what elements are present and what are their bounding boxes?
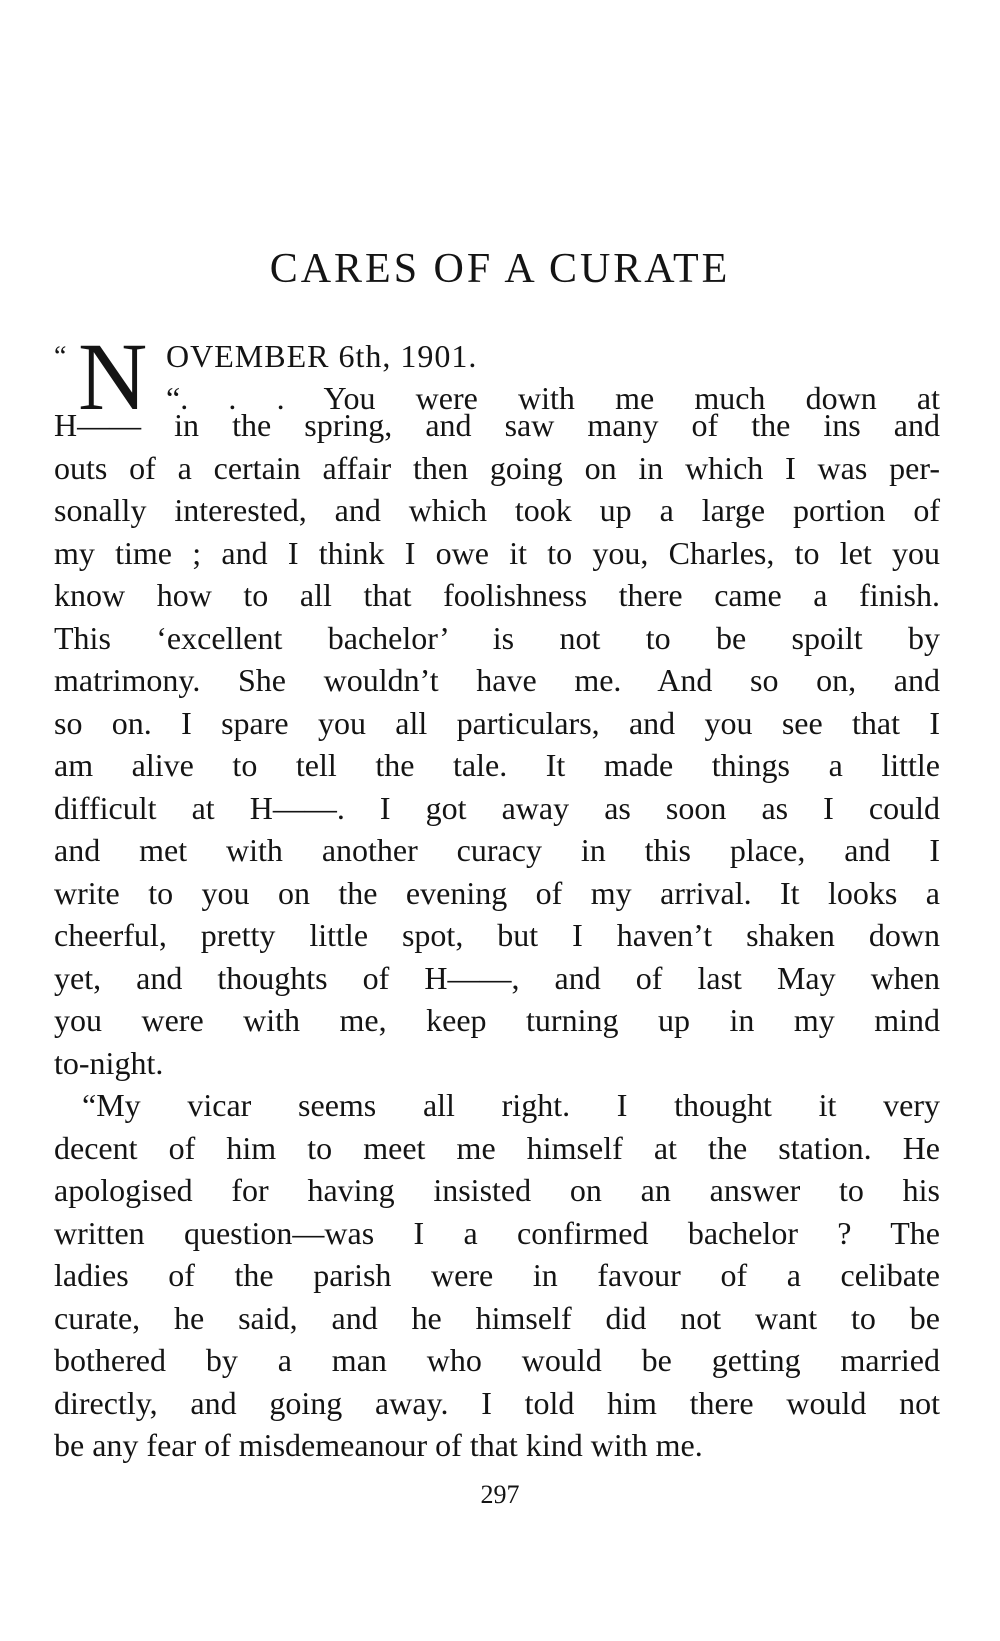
drop-cap-letter: N [78, 323, 148, 430]
text-line: yet, and thoughts of H——, and of last May when [54, 959, 940, 996]
text-line: decent of him to meet me himself at the station. He [54, 1129, 940, 1166]
text-line: know how to all that foolishness there came a finish. [54, 577, 940, 613]
opening-quote-mark: “ [54, 341, 67, 372]
body-text [54, 404, 940, 1467]
text-line: cheerful, pretty little spot, but I haven’t shaken down [54, 917, 940, 953]
text-line: curate, he said, and he himself did not want to be [54, 1299, 940, 1336]
text-line: written question—was I a confirmed bachelor ? The [54, 1214, 940, 1251]
date-heading-line: OVEMBER 6th, 1901. [166, 338, 478, 374]
text-line: you were with me, keep turning up in my mind [54, 1002, 940, 1038]
text-line: matrimony. She wouldn’t have me. And so on, and [54, 662, 940, 698]
text-line: be any fear of misdemeanour of that kind with me. [54, 1427, 703, 1463]
text-line: sonally interested, and which took up a large portion of [54, 492, 940, 528]
text-line: write to you on the evening of my arrival. It looks a [54, 874, 940, 911]
opening-second-line: “. . . You were with me much down at [166, 380, 940, 416]
text-line: my time ; and I think I owe it to you, Charles, to let you [54, 534, 940, 571]
text-line: “My vicar seems all right. I thought it very [82, 1087, 940, 1123]
text-line: and met with another curacy in this place, and I [54, 832, 940, 868]
text-line: to-night. [54, 1044, 164, 1081]
text-line: H—— in the spring, and saw many of the ins and [54, 407, 940, 443]
text-line: apologised for having insisted on an answer to his [54, 1172, 940, 1208]
text-line: ladies of the parish were in favour of a celibate [54, 1257, 940, 1293]
text-line: directly, and going away. I told him there would not [54, 1384, 940, 1421]
text-line: am alive to tell the tale. It made things a little [54, 747, 940, 783]
page-number: 297 [480, 1480, 520, 1509]
text-line: difficult at H——. I got away as soon as I could [54, 789, 940, 826]
text-line: so on. I spare you all particulars, and you see that I [54, 704, 940, 741]
text-line: outs of a certain affair then going on in which I was per- [54, 449, 940, 486]
text-line: bothered by a man who would be getting married [54, 1342, 940, 1378]
chapter-title: CARES OF A CURATE [269, 246, 731, 292]
text-line: This ‘excellent bachelor’ is not to be spoilt by [54, 619, 940, 656]
